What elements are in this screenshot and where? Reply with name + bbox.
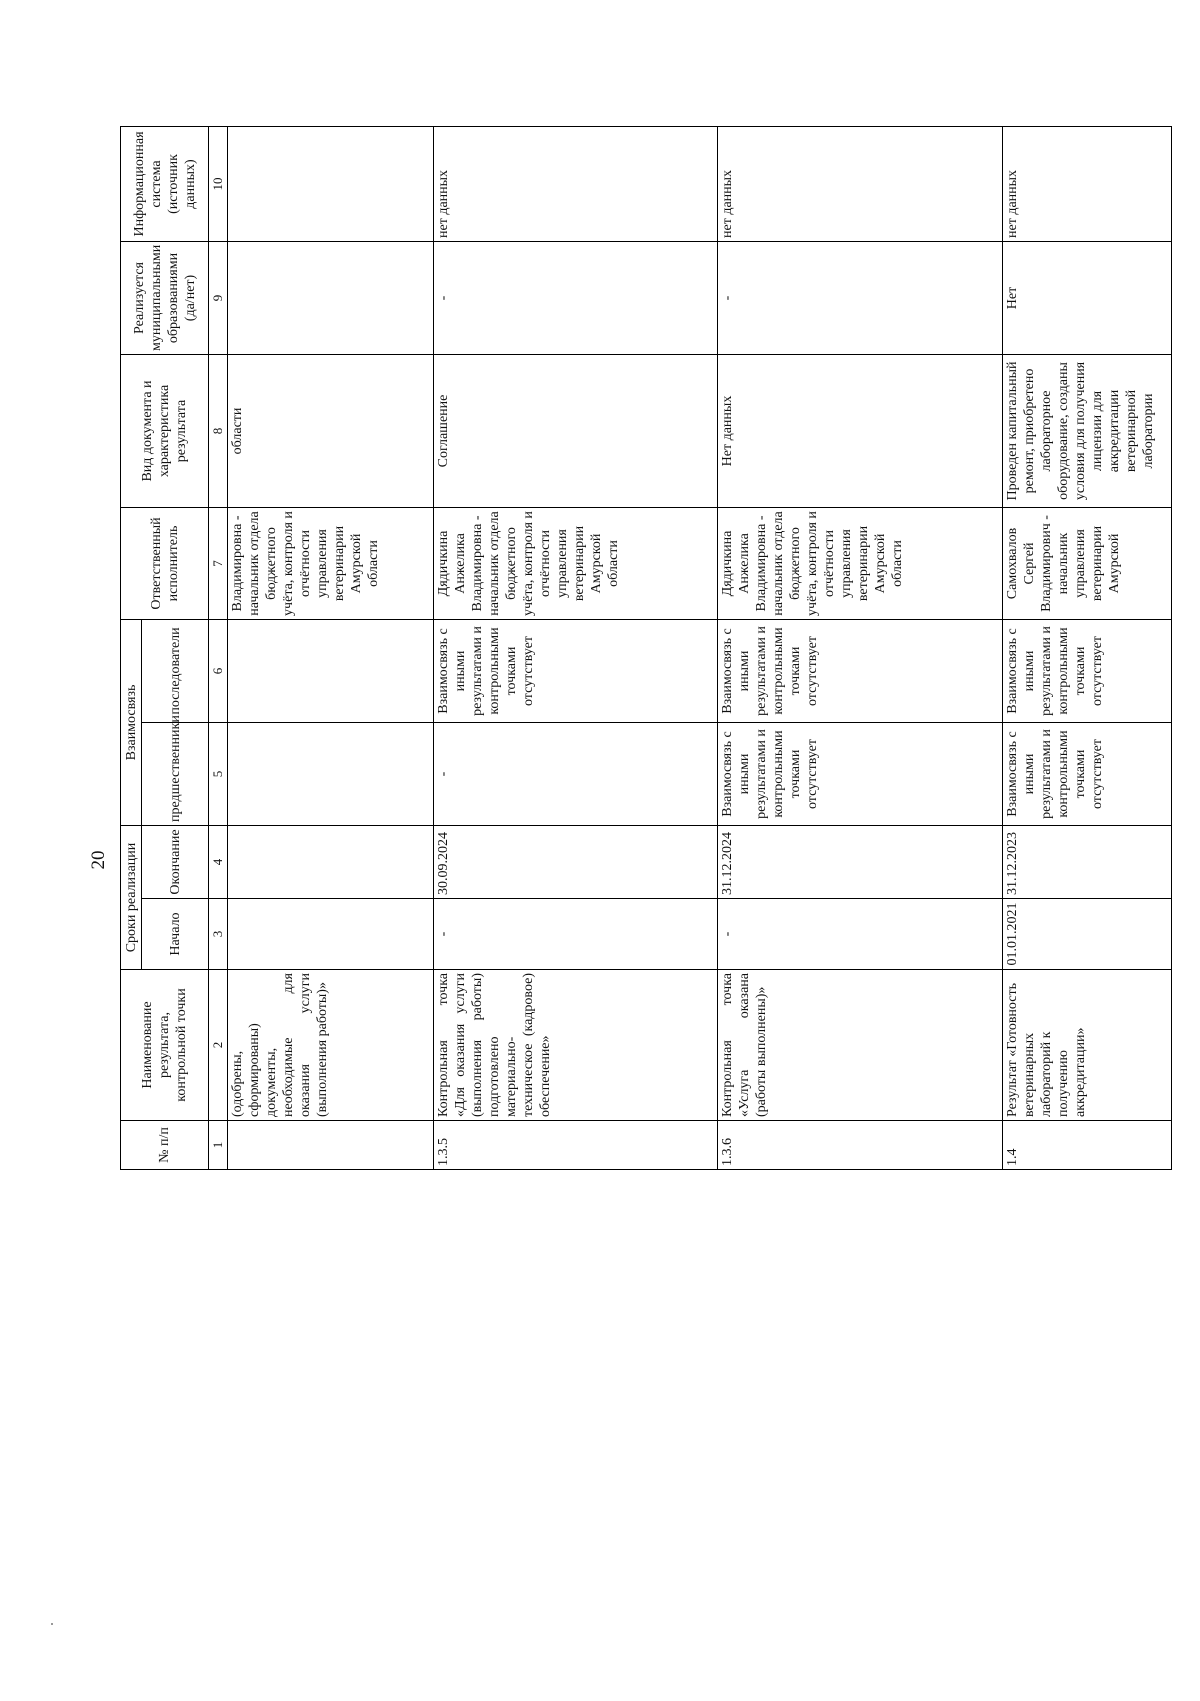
header-name: Наименование результата, контрольной точки (121, 970, 209, 1121)
cell-start: 01.01.2021 (1002, 899, 1171, 970)
cell-succ: Взаимосвязь с иными результатами и контрольными точками отсутствует (1002, 620, 1171, 723)
col-number: 8 (209, 355, 228, 508)
cell-resp: Владимировна - начальник отдела бюджетного учёта, контроля и отчётности управления ветеринарии Амурской области (228, 508, 434, 620)
col-number: 5 (209, 723, 228, 826)
header-link: Взаимосвязь (121, 620, 142, 826)
cell-end: 31.12.2023 (1002, 826, 1171, 899)
col-number: 1 (209, 1121, 228, 1170)
cell-end: 31.12.2024 (718, 826, 1002, 899)
cell-num: 1.3.6 (718, 1121, 1002, 1170)
col-number: 3 (209, 899, 228, 970)
header-start: Начало (142, 899, 209, 970)
cell-start: - (718, 899, 1002, 970)
table-row (434, 127, 718, 1170)
col-number: 6 (209, 620, 228, 723)
cell-name: Контрольная точка «Для оказания услуги (выполнения работы) подготовлено материально-техническое (кадровое) обеспечение» (434, 970, 718, 1121)
cell-name: (одобрены, сформированы) документы, необходимые для оказания услуги (выполнения работы)» (228, 970, 434, 1121)
col-number: 10 (209, 127, 228, 242)
header-info: Информационная система (источник данных) (121, 127, 209, 242)
cell-pred (228, 723, 434, 826)
cell-info: нет данных (718, 127, 1002, 242)
header-resp: Ответственный исполнитель (121, 508, 209, 620)
cell-doc: Соглашение (434, 355, 718, 508)
cell-end: 30.09.2024 (434, 826, 718, 899)
cell-doc: Нет данных (718, 355, 1002, 508)
cell-info: нет данных (434, 127, 718, 242)
cell-doc: Проведен капитальный ремонт, приобретено лабораторное оборудование, созданы условия для получения лицензии для аккредитации ветеринарной лаборатории (1002, 355, 1171, 508)
table-row (718, 127, 1002, 1170)
header-doc: Вид документа и характеристика результата (121, 355, 209, 508)
cell-resp: Дядичкина Анжелика Владимировна - начальник отдела бюджетного учёта, контроля и отчётности управления ветеринарии Амурской области (718, 508, 1002, 620)
cell-pred: Взаимосвязь с иными результатами и контрольными точками отсутствует (718, 723, 1002, 826)
cell-mun (228, 242, 434, 355)
col-number: 9 (209, 242, 228, 355)
header-num: № п/п (121, 1121, 209, 1170)
cell-name: Контрольная точка «Услуга оказана (работы выполнены)» (718, 970, 1002, 1121)
cell-start (228, 899, 434, 970)
col-number: 4 (209, 826, 228, 899)
header-pred: предшественники (142, 723, 209, 826)
table-row (1002, 127, 1171, 1170)
header-mun: Реализуется муниципальными образованиями (да/нет) (121, 242, 209, 355)
cell-info (228, 127, 434, 242)
cell-num: 1.3.5 (434, 1121, 718, 1170)
cell-start: - (434, 899, 718, 970)
cell-mun: - (434, 242, 718, 355)
cell-info: нет данных (1002, 127, 1171, 242)
cell-num: 1.4 (1002, 1121, 1171, 1170)
table-row (228, 127, 434, 1170)
col-number: 7 (209, 508, 228, 620)
cell-pred: Взаимосвязь с иными результатами и контрольными точками отсутствует (1002, 723, 1171, 826)
header-succ: последователи (142, 620, 209, 723)
cell-resp: Дядичкина Анжелика Владимировна - начальник отдела бюджетного учёта, контроля и отчётности управления ветеринарии Амурской области (434, 508, 718, 620)
cell-doc: области (228, 355, 434, 508)
rotated-table-container (120, 127, 1172, 1170)
cell-mun: Нет (1002, 242, 1171, 355)
cell-pred: - (434, 723, 718, 826)
col-number: 2 (209, 970, 228, 1121)
results-table (120, 126, 1172, 1170)
cell-succ: Взаимосвязь с иными результатами и контрольными точками отсутствует (718, 620, 1002, 723)
cell-succ (228, 620, 434, 723)
cell-name: Результат «Готовность ветеринарных лабораторий к получению аккредитации» (1002, 970, 1171, 1121)
cell-mun: - (718, 242, 1002, 355)
scan-speck (51, 1623, 53, 1625)
cell-end (228, 826, 434, 899)
page-number: 20 (88, 850, 109, 870)
cell-num (228, 1121, 434, 1170)
header-terms: Сроки реализации (121, 826, 142, 970)
header-end: Окончание (142, 826, 209, 899)
cell-resp: Самохвалов Сергей Владимирович - начальник управления ветеринарии Амурской (1002, 508, 1171, 620)
cell-succ: Взаимосвязь с иными результатами и контрольными точками отсутствует (434, 620, 718, 723)
